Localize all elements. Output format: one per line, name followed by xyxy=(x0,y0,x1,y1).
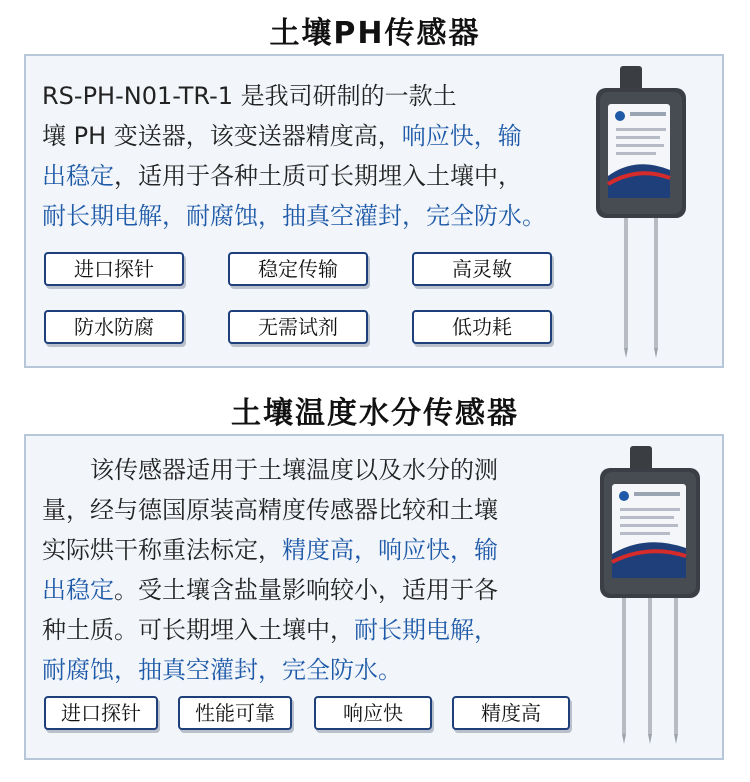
feature-tag: 精度高 xyxy=(452,696,570,730)
description-line xyxy=(42,76,582,116)
section1-panel xyxy=(24,54,724,368)
description-line xyxy=(42,196,582,236)
feature-tag: 防水防腐 xyxy=(44,310,184,344)
highlight-text: 精度高，响应快，输 xyxy=(282,536,498,564)
feature-tag: 响应快 xyxy=(314,696,432,730)
description-line xyxy=(42,156,582,196)
feature-tag: 进口探针 xyxy=(44,696,158,730)
description-line xyxy=(42,610,587,650)
body-text: ，适用于各种土质可长期埋入土壤中， xyxy=(114,162,522,190)
feature-tag: 性能可靠 xyxy=(178,696,292,730)
highlight-text: 响应快，输 xyxy=(401,122,522,150)
description-line xyxy=(42,490,587,530)
section2-description xyxy=(42,450,587,690)
section1-description xyxy=(42,76,582,236)
description-line xyxy=(42,450,587,490)
highlight-text: 出稳定 xyxy=(42,576,114,604)
description-line xyxy=(42,570,587,610)
highlight-text: 耐长期电解，耐腐蚀，抽真空灌封，完全防水。 xyxy=(42,202,546,230)
description-line xyxy=(42,116,582,156)
body-text: 该传感器适用于土壤温度以及水分的测 xyxy=(42,456,498,484)
feature-tag: 高灵敏 xyxy=(412,252,552,286)
highlight-text: 出稳定 xyxy=(42,162,114,190)
moisture-sensor-device-image xyxy=(594,446,714,752)
section2-title: 土壤温度水分传感器 xyxy=(231,396,519,431)
section2-panel xyxy=(24,434,724,760)
description-line xyxy=(42,650,587,690)
highlight-text: 耐腐蚀，抽真空灌封，完全防水。 xyxy=(42,656,402,684)
body-text: 种土质。可长期埋入土壤中， xyxy=(42,616,354,644)
section1-title: 土壤PH传感器 xyxy=(269,16,481,51)
body-text: 量，经与德国原装高精度传感器比较和土壤 xyxy=(42,496,498,524)
description-line xyxy=(42,530,587,570)
ph-sensor-device-image xyxy=(586,66,706,366)
feature-tag: 进口探针 xyxy=(44,252,184,286)
body-text: 壤 PH 变送器，该变送器精度高， xyxy=(42,122,402,150)
feature-tag: 无需试剂 xyxy=(228,310,368,344)
highlight-text: 耐长期电解， xyxy=(354,616,498,644)
body-text: 。受土壤含盐量影响较小，适用于各 xyxy=(114,576,498,604)
body-text: RS-PH-N01-TR-1 是我司研制的一款土 xyxy=(42,82,457,110)
body-text: 实际烘干称重法标定， xyxy=(42,536,282,564)
feature-tag: 稳定传输 xyxy=(228,252,368,286)
feature-tag: 低功耗 xyxy=(412,310,552,344)
